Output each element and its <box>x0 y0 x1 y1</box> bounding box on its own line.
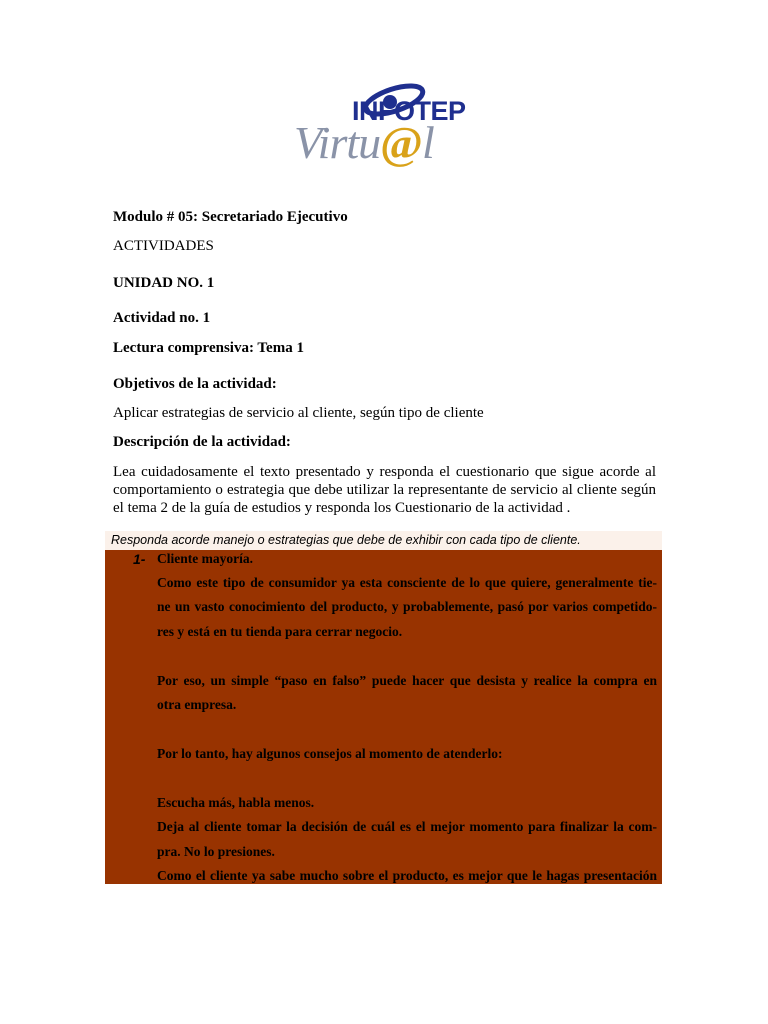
box-line: Por eso, un simple “paso en falso” puede hacer que desista y realice la compra en <box>157 673 657 688</box>
reading-heading: Lectura comprensiva: Tema 1 <box>113 340 304 356</box>
instruction-banner: Responda acorde manejo o estrategias que debe de exhibir con cada tipo de cliente. <box>105 531 662 550</box>
objectives-text: Aplicar estrategias de servicio al cliente, según tipo de cliente <box>113 405 484 421</box>
objectives-heading: Objetivos de la actividad: <box>113 376 277 392</box>
box-line: pra. No lo presiones. <box>157 844 275 859</box>
description-line: Lea cuidadosamente el texto presentado y responda el cuestionario que sigue acorde al <box>113 464 656 480</box>
logo-script: Virtu@l <box>294 117 434 168</box>
description-line: comportamiento o estrategia que debe utilizar la representante de servicio al cliente según <box>113 482 656 498</box>
box-line: res y está en tu tienda para cerrar negocio. <box>157 624 403 639</box>
module-title: Modulo # 05: Secretariado Ejecutivo <box>113 209 348 225</box>
logo-word: INFOTEP <box>352 96 466 126</box>
description-paragraph <box>113 463 656 517</box>
box-line: Por lo tanto, hay algunos consejos al momento de atenderlo: <box>157 746 503 761</box>
box-line: ne un vasto conocimiento del producto, y probablemente, pasó por varios competido- <box>157 599 657 614</box>
description-line: el tema 2 de la guía de estudios y responda los Cuestionario de la actividad . <box>113 500 571 516</box>
activity-heading: Actividad no. 1 <box>113 310 211 326</box>
unit-heading: UNIDAD NO. 1 <box>113 275 215 291</box>
client-type-box <box>105 550 662 884</box>
box-line: Como el cliente ya sabe mucho sobre el producto, es mejor que le hagas presentación <box>157 868 657 883</box>
box-line: Como este tipo de consumidor ya esta consciente de lo que quiere, generalmente tie- <box>157 575 657 590</box>
item-number: 1- <box>133 551 146 567</box>
box-line: Escucha más, habla menos. <box>157 795 315 810</box>
box-line: Cliente mayoría. <box>157 551 253 566</box>
activities-heading: ACTIVIDADES <box>113 238 214 254</box>
box-line: otra empresa. <box>157 697 237 712</box>
box-line: Deja al cliente tomar la decisión de cuál es el mejor momento para finalizar la com- <box>157 819 657 834</box>
infotep-virtual-logo <box>288 82 466 174</box>
description-heading: Descripción de la actividad: <box>113 434 291 450</box>
